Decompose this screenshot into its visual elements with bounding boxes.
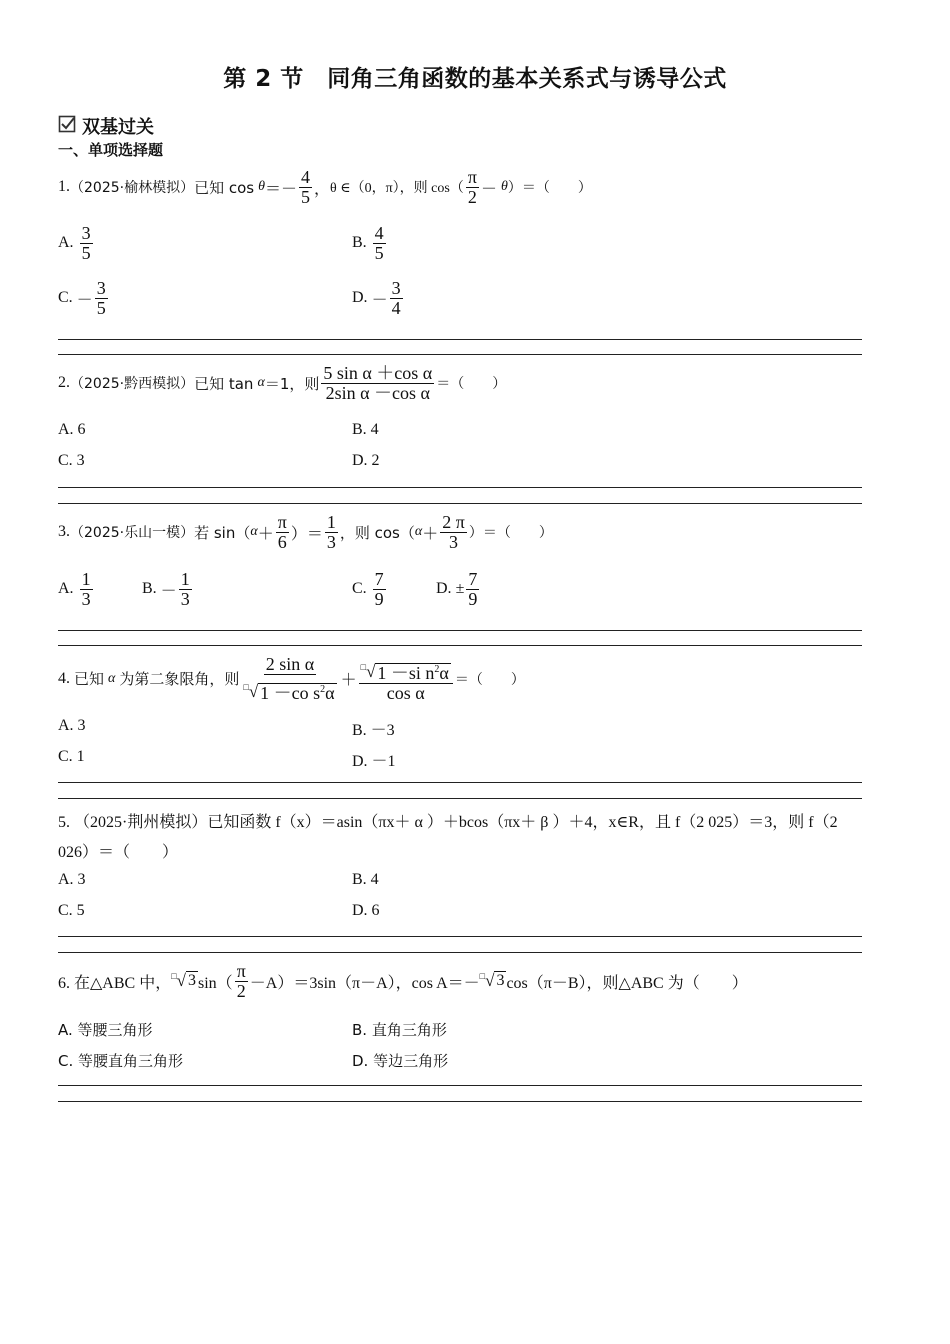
answer-line (58, 936, 862, 937)
q3-fraction-1: $\frac{\pi}{6}$ (277, 512, 287, 552)
q4-option-a[interactable]: A. 3 (58, 717, 86, 734)
q1-number: 1. (58, 178, 70, 196)
q3-option-a[interactable]: A. $\frac{1}{3}$ (58, 569, 91, 609)
question-6 (58, 962, 748, 1001)
q1-source: （2025·榆林模拟） (70, 180, 195, 197)
q2-number: 2. (58, 374, 70, 392)
q1-option-d[interactable]: D. － $\frac{3}{4}$ (352, 278, 401, 318)
q2-source: （2025·黔西模拟） (70, 376, 195, 393)
q3-text-1: 若 sin（ (194, 523, 251, 542)
q6-text-2: sin（ (198, 974, 233, 992)
q6-text-4: cos（π－B），则△ABC 为（ ） (506, 974, 748, 992)
q4-option-b[interactable]: B. －3 (352, 722, 395, 739)
question-5-line-1: 5. （2025·荆州模拟）已知函数 f（x）＝asin（πx＋ α ）＋bcos（πx＋ β ）＋4，x∈R，且 f（2 025）＝3，则 f（2 (58, 814, 838, 831)
q4-text-3: ＝（ ） (454, 672, 525, 688)
q2-text-1: 已知 tan (194, 374, 254, 393)
q3-fraction-3: $\frac{2 \pi}{3}$ (442, 512, 465, 552)
checkbox-icon (58, 115, 76, 138)
q2-option-c[interactable]: C. 3 (58, 452, 85, 469)
answer-line (58, 798, 862, 799)
q3-plus-2: ＋ (422, 525, 439, 543)
q5-option-d[interactable]: D. 6 (352, 902, 380, 919)
q1-fraction-2: $\frac{\pi}{2}$ (467, 167, 477, 207)
answer-line (58, 339, 862, 340)
section-label: 双基过关 (82, 117, 154, 138)
q3-text-4: ）＝（ ） (468, 526, 553, 542)
q4-text-1: 已知 (74, 670, 105, 689)
q3-source: （2025·乐山一模） (70, 525, 195, 542)
q6-text-3: －A）＝3sin（π－A），cos A＝－ (249, 974, 480, 992)
q1-theta: θ (258, 179, 265, 195)
q3-alpha: α (250, 524, 258, 540)
q2-option-b[interactable]: B. 4 (352, 421, 379, 438)
q6-fraction: $\frac{\pi}{2}$ (236, 961, 246, 1001)
q1-text-1: 已知 cos (194, 178, 255, 197)
q4-option-d[interactable]: D. －1 (352, 753, 396, 770)
q6-option-d[interactable]: D. 等边三角形 (352, 1052, 449, 1070)
q6-radical-2: □ √ 3 (479, 971, 505, 991)
q3-alpha-2: α (414, 524, 423, 540)
q1-comma: ， (314, 180, 331, 198)
q2-option-d[interactable]: D. 2 (352, 452, 380, 469)
q1-fraction-1: $\frac{4}{5}$ (301, 167, 311, 207)
question-1 (58, 168, 592, 207)
subsection-heading: 一、单项选择题 (58, 141, 164, 159)
q6-option-c[interactable]: C. 等腰直角三角形 (58, 1052, 184, 1070)
page-title: 第 2 节 同角三角函数的基本关系式与诱导公式 (223, 66, 727, 92)
q1-text-3: ）＝（ ） (507, 181, 592, 197)
q4-plus: ＋ (340, 672, 357, 690)
q1-minus: － (480, 180, 497, 198)
question-2 (58, 364, 506, 403)
q3-option-b[interactable]: B. － $\frac{1}{3}$ (142, 569, 190, 609)
section-header (58, 113, 154, 139)
answer-line (58, 487, 862, 488)
q2-fraction: $\frac{\text{5 sin α ＋cos α}}{\text{2sin α －cos α}}$ (323, 363, 433, 403)
answer-line (58, 1085, 862, 1086)
answer-line (58, 503, 862, 504)
q3-option-c[interactable]: C. $\frac{7}{9}$ (352, 569, 384, 609)
q5-option-a[interactable]: A. 3 (58, 871, 86, 888)
q1-option-b[interactable]: B. $\frac{4}{5}$ (352, 223, 384, 263)
q3-option-d[interactable]: D. ± $\frac{7}{9}$ (436, 569, 478, 609)
q5-option-b[interactable]: B. 4 (352, 871, 379, 888)
q4-alpha: α (108, 670, 116, 686)
q2-alpha: α (257, 375, 265, 391)
q4-number: 4. (58, 669, 70, 687)
q1-option-a[interactable]: A. $\frac{3}{5}$ (58, 223, 91, 263)
q3-fraction-2: $\frac{1}{3}$ (326, 512, 336, 552)
q3-number: 3. (58, 523, 70, 541)
question-4 (58, 655, 525, 703)
question-5-line-2: 026）＝（ ） (58, 844, 179, 861)
q1-theta-2: θ (500, 179, 508, 195)
q6-option-a[interactable]: A. 等腰三角形 (58, 1021, 153, 1039)
q4-fraction-2: □ √ 1 －si $n^2\alpha$ cos α (359, 655, 453, 703)
q1-domain: θ ∈（0，π），则 cos（ (330, 181, 464, 197)
question-3 (58, 513, 553, 552)
q2-option-a[interactable]: A. 6 (58, 421, 86, 438)
q6-radical-1: □ √ 3 (171, 971, 196, 991)
answer-line (58, 630, 862, 631)
q3-plus: ＋ (257, 525, 274, 543)
q6-text-1: 6. 在△ABC 中， (58, 974, 172, 992)
q1-eq: ＝－ (265, 180, 298, 198)
q4-fraction-1: 2 sin α □ √ 1 －co $s^2\alpha$ (243, 654, 335, 703)
answer-line (58, 952, 862, 953)
q2-text-2: ＝1，则 (264, 374, 320, 393)
q1-option-c[interactable]: C. － $\frac{3}{5}$ (58, 278, 106, 318)
q4-option-c[interactable]: C. 1 (58, 748, 85, 765)
q5-option-c[interactable]: C. 5 (58, 902, 85, 919)
answer-line (58, 782, 862, 783)
answer-line (58, 1101, 862, 1102)
q3-text-3: ，则 cos（ (339, 523, 415, 542)
q6-option-b[interactable]: B. 直角三角形 (352, 1021, 447, 1039)
q2-text-3: ＝（ ） (436, 377, 507, 393)
answer-line (58, 645, 862, 646)
answer-line (58, 354, 862, 355)
q3-text-2: ）＝ (290, 525, 323, 543)
q4-text-2: 为第二象限角，则 (119, 670, 240, 689)
